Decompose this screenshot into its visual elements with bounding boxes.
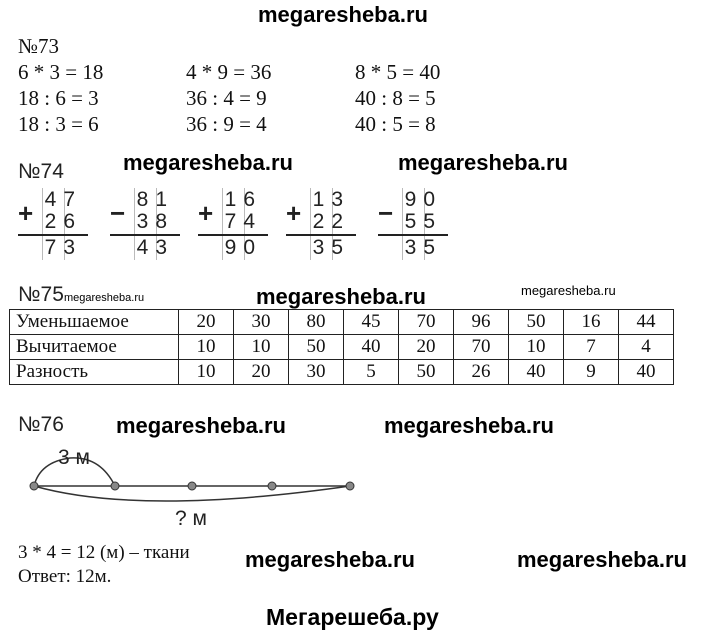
equation: 8 * 5 = 40 [355, 60, 441, 84]
equation: 36 : 9 = 4 [186, 112, 267, 136]
operator: + [18, 198, 34, 228]
table-row [10, 310, 674, 335]
operand-a: 13 [312, 188, 350, 211]
watermark: megaresheba.ru [256, 284, 426, 309]
arc-label-top: 3 м [58, 446, 90, 469]
operand-a: 47 [44, 188, 82, 211]
answer-line: Ответ: 12м. [18, 566, 112, 587]
watermark: megaresheba.ru [517, 547, 687, 572]
row-header: Вычитаемое [10, 335, 179, 360]
subtraction-table [9, 309, 674, 385]
cell: 10 [234, 335, 289, 360]
watermark: megaresheba.ru [521, 283, 616, 298]
equation: 40 : 5 = 8 [355, 112, 436, 136]
task75-label: №75 [18, 283, 64, 306]
watermark: megaresheba.ru [384, 413, 554, 438]
result: 90 [224, 236, 262, 259]
cell: 40 [344, 335, 399, 360]
cell: 9 [564, 360, 619, 385]
result: 43 [136, 236, 174, 259]
operand-b: 26 [44, 210, 82, 233]
cell: 30 [234, 310, 289, 335]
operator: − [378, 198, 394, 228]
cell: 20 [399, 335, 454, 360]
table-row [10, 360, 674, 385]
segment-point [30, 482, 38, 490]
cell: 70 [454, 335, 509, 360]
equation: 4 * 9 = 36 [186, 60, 272, 84]
operator: + [198, 198, 214, 228]
cell: 40 [619, 360, 674, 385]
table-row [10, 335, 674, 360]
cell: 96 [454, 310, 509, 335]
operator: + [286, 198, 302, 228]
cell: 5 [344, 360, 399, 385]
arc-label-bottom: ? м [175, 507, 207, 530]
operand-b: 38 [136, 210, 174, 233]
operand-a: 90 [404, 188, 442, 211]
operand-b: 22 [312, 210, 350, 233]
cell: 70 [399, 310, 454, 335]
cell: 20 [179, 310, 234, 335]
operand-b: 74 [224, 210, 262, 233]
result: 35 [404, 236, 442, 259]
cell: 50 [289, 335, 344, 360]
cell: 44 [619, 310, 674, 335]
operand-b: 55 [404, 210, 442, 233]
cell: 40 [509, 360, 564, 385]
equation: 18 : 3 = 6 [18, 112, 99, 136]
cell: 26 [454, 360, 509, 385]
equation: 40 : 8 = 5 [355, 86, 436, 110]
cell: 10 [509, 335, 564, 360]
segment-point [111, 482, 119, 490]
operator: − [110, 198, 126, 228]
cell: 7 [564, 335, 619, 360]
cell: 10 [179, 360, 234, 385]
segment-point [268, 482, 276, 490]
cell: 50 [509, 310, 564, 335]
row-header: Разность [10, 360, 179, 385]
equation: 18 : 6 = 3 [18, 86, 99, 110]
cell: 20 [234, 360, 289, 385]
equation: 6 * 3 = 18 [18, 60, 104, 84]
watermark: megaresheba.ru [245, 547, 415, 572]
cell: 16 [564, 310, 619, 335]
cell: 45 [344, 310, 399, 335]
operand-a: 16 [224, 188, 262, 211]
task76-label: №76 [18, 413, 64, 436]
segment-point [346, 482, 354, 490]
equation: 36 : 4 = 9 [186, 86, 267, 110]
footer-title: Мегарешеба.ру [266, 604, 439, 630]
cell: 4 [619, 335, 674, 360]
watermark: megaresheba.ru [123, 150, 293, 175]
cell: 10 [179, 335, 234, 360]
solution-line: 3 * 4 = 12 (м) – ткани [18, 542, 190, 563]
cell: 30 [289, 360, 344, 385]
watermark: megaresheba.ru [398, 150, 568, 175]
watermark: megaresheba.ru [64, 292, 145, 304]
row-header: Уменьшаемое [10, 310, 179, 335]
result: 73 [44, 236, 82, 259]
task74-label: №74 [18, 160, 64, 183]
operand-a: 81 [136, 188, 174, 211]
watermark: megaresheba.ru [116, 413, 286, 438]
cell: 50 [399, 360, 454, 385]
cell: 80 [289, 310, 344, 335]
segment-point [188, 482, 196, 490]
task73-label: №73 [18, 34, 60, 58]
watermark-top: megaresheba.ru [258, 2, 428, 27]
result: 35 [312, 236, 350, 259]
